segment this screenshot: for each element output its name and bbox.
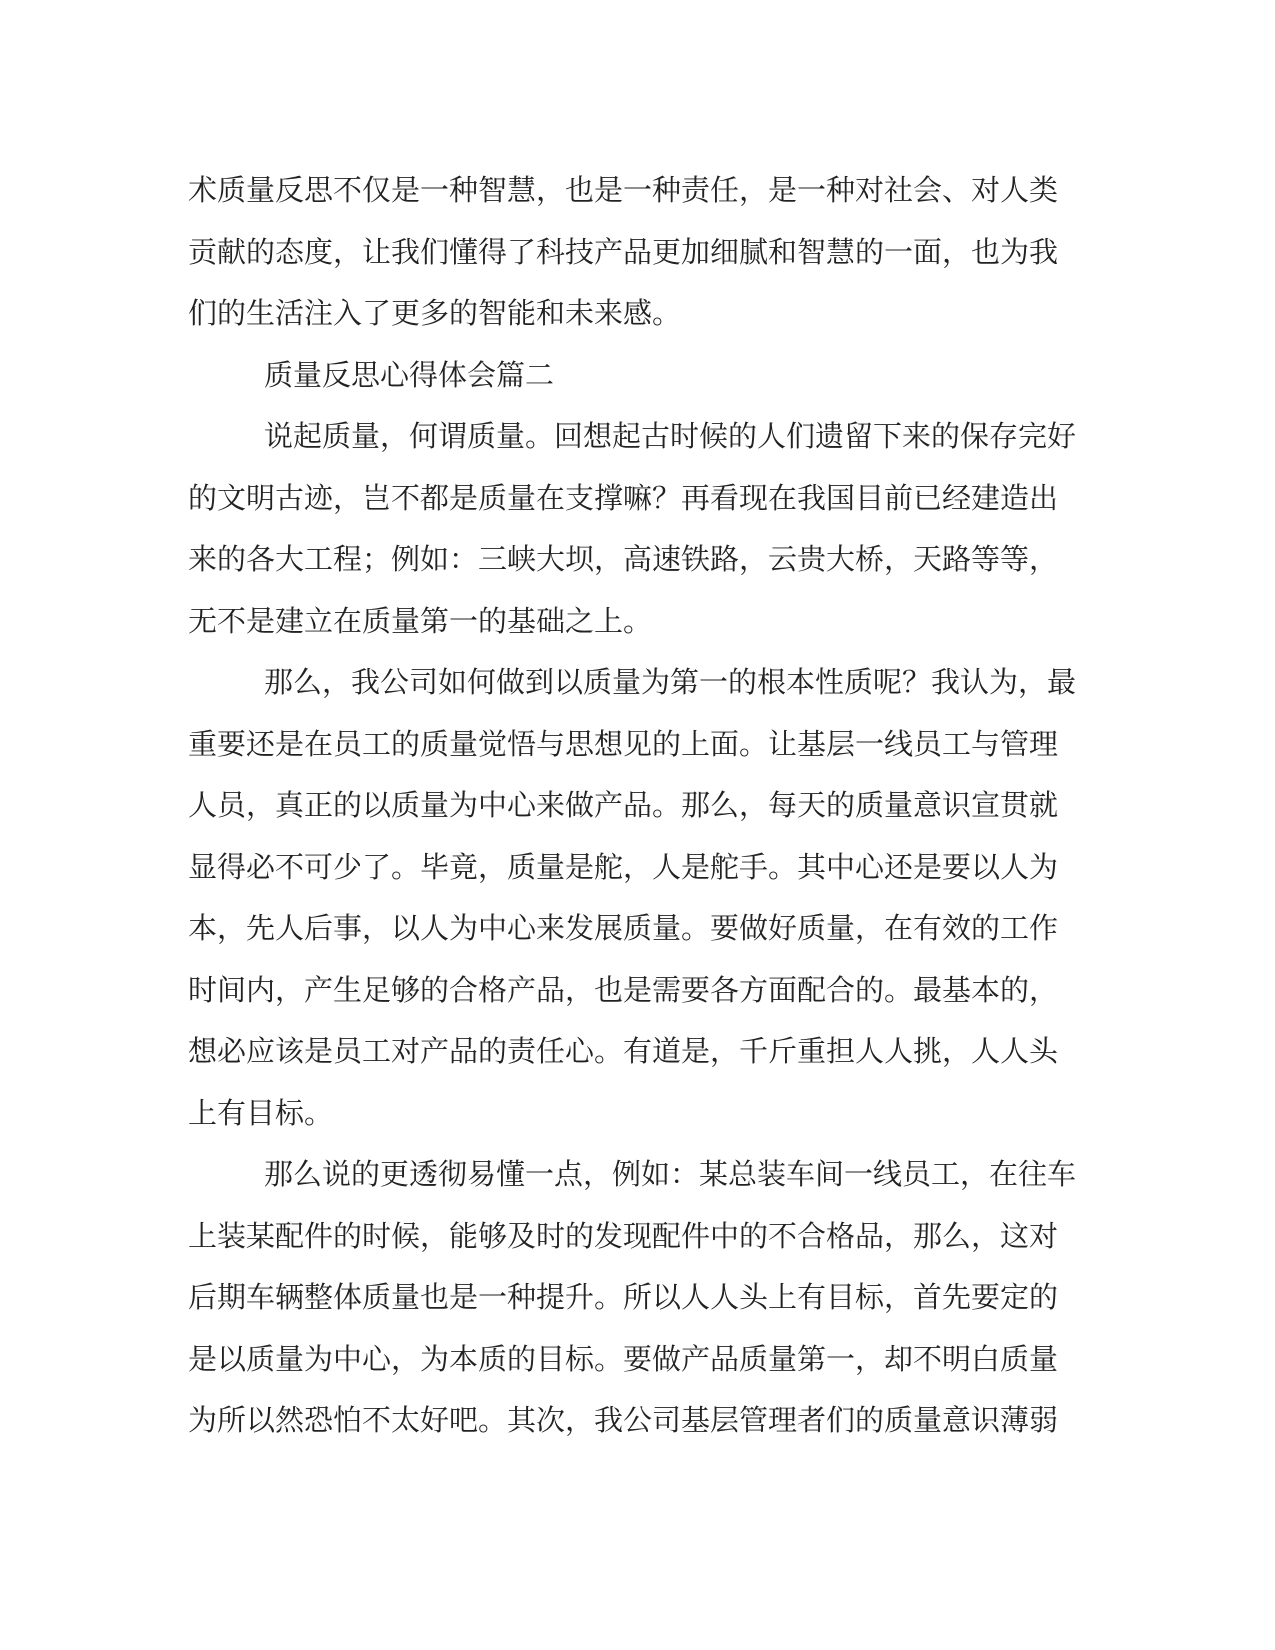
text-line: 上装某配件的时候，能够及时的发现配件中的不合格品，那么，这对 bbox=[188, 1218, 1059, 1253]
text-line: 后期车辆整体质量也是一种提升。所以人人头上有目标，首先要定的 bbox=[188, 1280, 1059, 1314]
text-line: 为所以然恐怕不太好吧。其次，我公司基层管理者们的质量意识薄弱 bbox=[188, 1403, 1059, 1437]
text-line: 说起质量，何谓质量。回想起古时候的人们遗留下来的保存完好 bbox=[264, 419, 1077, 453]
text-line: 显得必不可少了。毕竟，质量是舵，人是舵手。其中心还是要以人为 bbox=[188, 849, 1059, 884]
text-line: 那么说的更透彻易懂一点，例如：某总装车间一线员工，在往车 bbox=[264, 1157, 1077, 1191]
text-line: 无不是建立在质量第一的基础之上。 bbox=[188, 603, 653, 638]
text-line: 本，先人后事，以人为中心来发展质量。要做好质量，在有效的工作 bbox=[188, 911, 1059, 945]
text-line: 重要还是在员工的质量觉悟与思想见的上面。让基层一线员工与管理 bbox=[188, 726, 1059, 761]
text-line: 那么，我公司如何做到以质量为第一的根本性质呢？我认为，最 bbox=[264, 665, 1077, 699]
text-line: 人员，真正的以质量为中心来做产品。那么，每天的质量意识宣贯就 bbox=[188, 788, 1059, 822]
text-line: 术质量反思不仅是一种智慧，也是一种责任，是一种对社会、对人类 bbox=[188, 173, 1059, 207]
text-line: 贡献的态度，让我们懂得了科技产品更加细腻和智慧的一面，也为我 bbox=[188, 234, 1059, 269]
text-line: 来的各大工程；例如：三峡大坝，高速铁路，云贵大桥，天路等等， bbox=[188, 542, 1059, 576]
section-heading: 质量反思心得体会篇二 bbox=[264, 357, 555, 392]
text-line: 上有目标。 bbox=[188, 1095, 334, 1130]
text-line: 想必应该是员工对产品的责任心。有道是，千斤重担人人挑，人人头 bbox=[188, 1034, 1059, 1068]
text-line: 的文明古迹，岂不都是质量在支撑嘛？再看现在我国目前已经建造出 bbox=[188, 480, 1059, 515]
text-line: 们的生活注入了更多的智能和未来感。 bbox=[188, 296, 682, 330]
text-line: 是以质量为中心，为本质的目标。要做产品质量第一，却不明白质量 bbox=[188, 1341, 1059, 1376]
text-line: 时间内，产生足够的合格产品，也是需要各方面配合的。最基本的， bbox=[188, 972, 1059, 1007]
document-body bbox=[188, 160, 1088, 1452]
